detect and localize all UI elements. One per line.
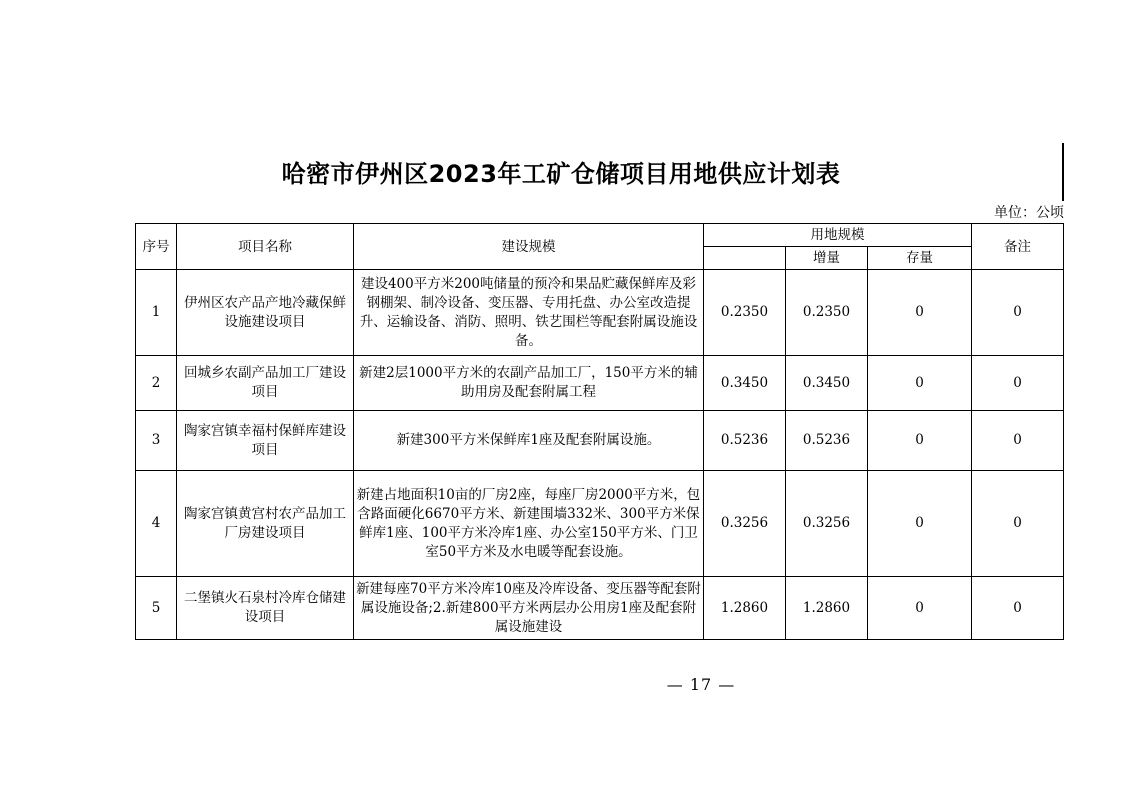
table-row: [136, 471, 1064, 577]
header-remark: 备注: [972, 224, 1064, 270]
cell-remark: 0: [972, 411, 1064, 471]
cell-stock: 0: [868, 411, 972, 471]
page-number: — 17 —: [666, 675, 736, 694]
cell-seq: 2: [136, 356, 177, 411]
header-name: 项目名称: [177, 224, 354, 270]
cell-increase: 1.2860: [786, 577, 868, 640]
cell-remark: 0: [972, 270, 1064, 356]
header-scale: 建设规模: [354, 224, 704, 270]
cell-scale: 建设400平方米200吨储量的预冷和果品贮藏保鲜库及彩钢棚架、制冷设备、变压器、专用托盘、办公室改造提升、运输设备、消防、照明、铁艺围栏等配套附属设施设备。: [354, 270, 704, 356]
cell-land: 0.3256: [704, 471, 786, 577]
cell-name: 回城乡农副产品加工厂建设项目: [177, 356, 354, 411]
cell-remark: 0: [972, 471, 1064, 577]
cell-name: 陶家宫镇黄宫村农产品加工厂房建设项目: [177, 471, 354, 577]
header-increase: 增量: [786, 247, 868, 270]
cell-land: 0.5236: [704, 411, 786, 471]
cell-stock: 0: [868, 270, 972, 356]
cell-increase: 0.5236: [786, 411, 868, 471]
header-stock: 存量: [868, 247, 972, 270]
header-land: 用地规模: [704, 224, 972, 247]
cell-name: 伊州区农产品产地冷藏保鲜设施建设项目: [177, 270, 354, 356]
table-row: [136, 356, 1064, 411]
cell-land: 0.3450: [704, 356, 786, 411]
cell-stock: 0: [868, 471, 972, 577]
page-title: 哈密市伊州区2023年工矿仓储项目用地供应计划表: [281, 160, 841, 188]
table-row: [136, 577, 1064, 640]
table-row: [136, 270, 1064, 356]
cell-scale: 新建每座70平方米冷库10座及冷库设备、变压器等配套附属设施设备;2.新建800平方米两层办公用房1座及配套附属设施建设: [354, 577, 704, 640]
cell-land: 1.2860: [704, 577, 786, 640]
header-row: [136, 224, 1064, 247]
table-row: [136, 411, 1064, 471]
cell-name: 二堡镇火石泉村冷库仓储建设项目: [177, 577, 354, 640]
cell-increase: 0.3256: [786, 471, 868, 577]
cell-land: 0.2350: [704, 270, 786, 356]
cell-increase: 0.2350: [786, 270, 868, 356]
cell-scale: 新建300平方米保鲜库1座及配套附属设施。: [354, 411, 704, 471]
cell-remark: 0: [972, 356, 1064, 411]
cell-scale: 新建2层1000平方米的农副产品加工厂，150平方米的辅助用房及配套附属工程: [354, 356, 704, 411]
cell-stock: 0: [868, 356, 972, 411]
cell-seq: 4: [136, 471, 177, 577]
cell-seq: 3: [136, 411, 177, 471]
cell-name: 陶家宫镇幸福村保鲜库建设项目: [177, 411, 354, 471]
unit-label: 单位：公顷: [994, 205, 1064, 221]
cell-scale: 新建占地面积10亩的厂房2座，每座厂房2000平方米，包含路面硬化6670平方米、新建围墙332米、300平方米保鲜库1座、100平方米冷库1座、办公室150平方米、门卫室50平方米及水电暖等配套设施。: [354, 471, 704, 577]
cell-remark: 0: [972, 577, 1064, 640]
cell-seq: 5: [136, 577, 177, 640]
subheader-empty: [704, 247, 786, 270]
cell-stock: 0: [868, 577, 972, 640]
cell-increase: 0.3450: [786, 356, 868, 411]
supply-plan-table: [135, 223, 1064, 640]
header-seq: 序号: [136, 224, 177, 270]
cell-seq: 1: [136, 270, 177, 356]
